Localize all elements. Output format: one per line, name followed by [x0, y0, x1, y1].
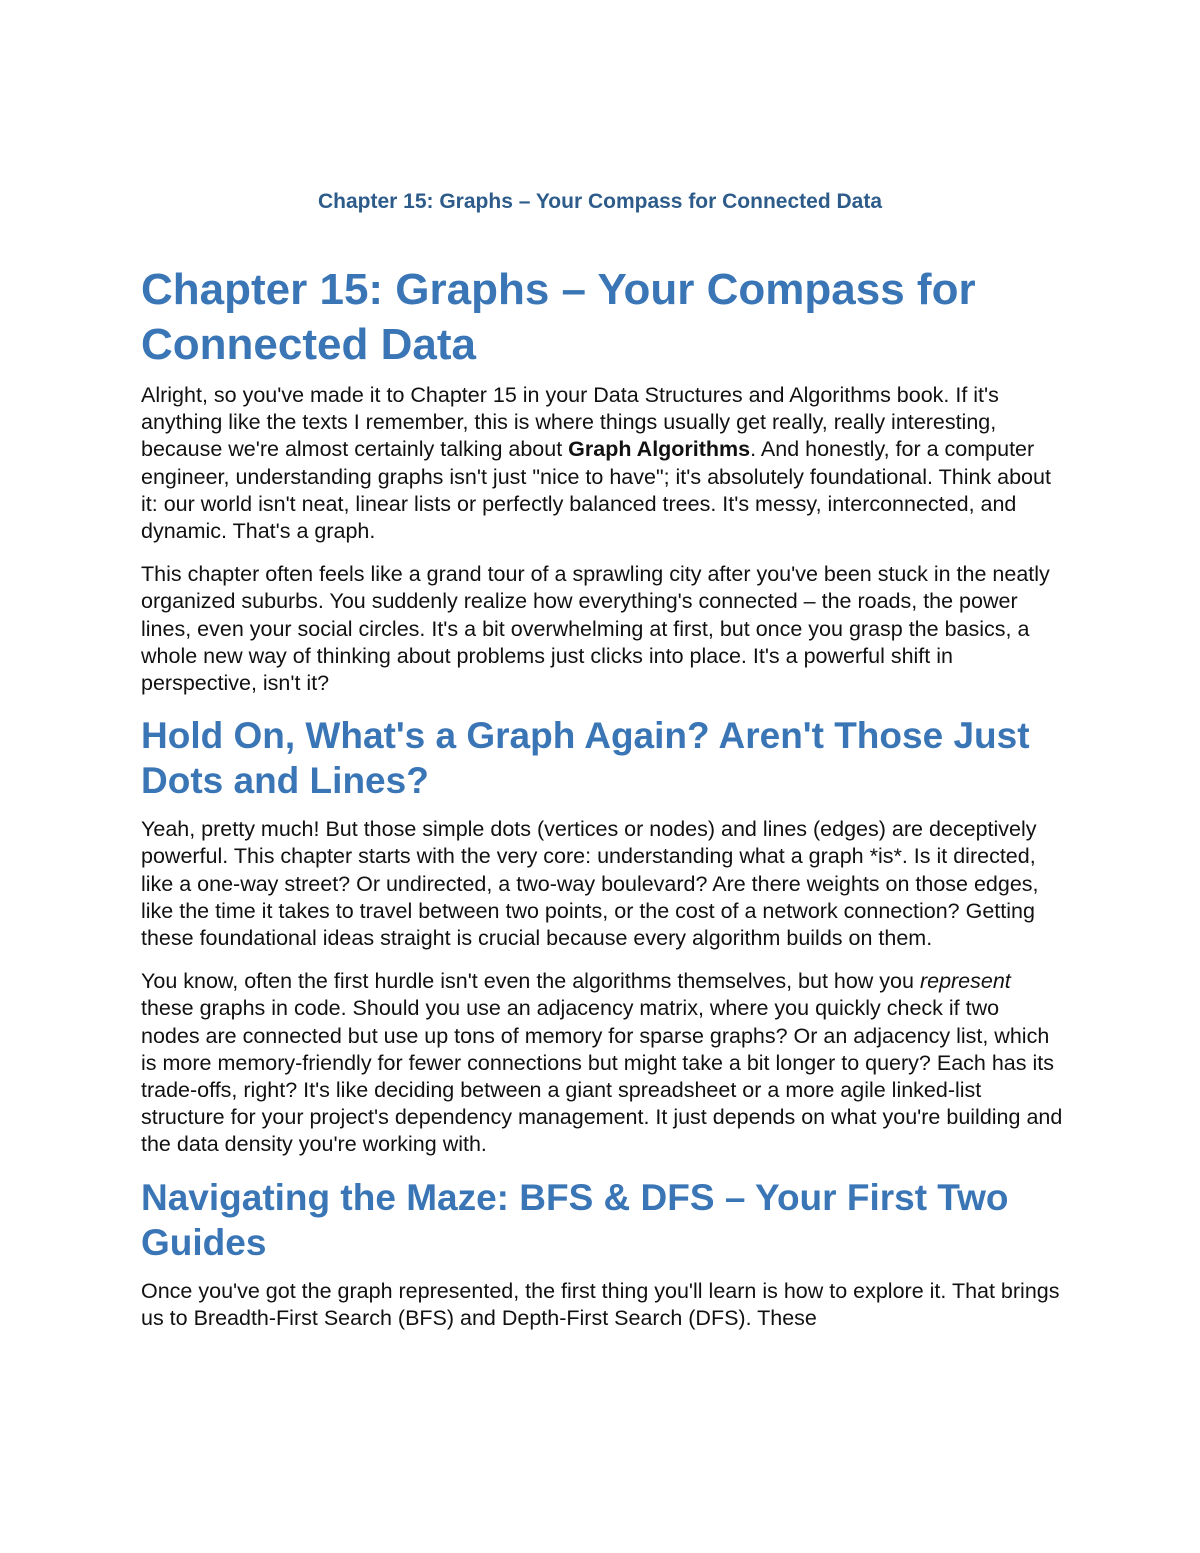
intro-paragraph-1	[141, 382, 1063, 545]
intro-p1-text-a: Alright, so you've made it to Chapter 15 in your Data Structures and Algorithms book. If it's anything like the texts I remember, this is where things usually get really, really interesting, because we're almost certainly talking about	[141, 383, 999, 462]
represent-italic: represent	[919, 969, 1011, 994]
section1-paragraph-2	[141, 968, 1063, 1158]
graph-algorithms-bold: Graph Algorithms	[568, 437, 751, 462]
section1-paragraph-1: Yeah, pretty much! But those simple dots (vertices or nodes) and lines (edges) are deceptively powerful. This chapter starts with the very core: understanding what a graph *is*. Is it directed, like a one-way street? Or undirected, a two-way boulevard? Are there weights on those edges, like the time it takes to travel between two points, or the cost of a network connection? Getting these foundational ideas straight is crucial because every algorithm builds on them.	[141, 817, 1039, 951]
section-heading-bfs-dfs: Navigating the Maze: BFS & DFS – Your First Two Guides	[141, 1176, 1009, 1263]
running-header: Chapter 15: Graphs – Your Compass for Connected Data	[317, 190, 883, 213]
section1-p2-text-b: these graphs in code. Should you use an adjacency matrix, where you quickly check if two nodes are connected but use up tons of memory for sparse graphs? Or an adjacency list, which is more memory-friendly for fewer connections but might take a bit longer to query? Each has its trade-offs, right? It's like deciding between a giant spreadsheet or a more agile linked-list structure for your project's dependency management. It just depends on what you're building and the data density you're working with.	[141, 996, 1063, 1157]
section-heading-what-is-graph: Hold On, What's a Graph Again? Aren't Those Just Dots and Lines?	[141, 715, 1030, 802]
section1-p2-text-a: You know, often the first hurdle isn't even the algorithms themselves, but how you	[141, 969, 920, 994]
document-body	[141, 262, 1063, 1348]
intro-paragraph-2: This chapter often feels like a grand tour of a sprawling city after you've been stuck in the neatly organized suburbs. You suddenly realize how everything's connected – the roads, the power lines, even your social circles. It's a bit overwhelming at first, but once you grasp the basics, a whole new way of thinking about problems just clicks into place. It's a powerful shift in perspective, isn't it?	[141, 562, 1050, 696]
section2-paragraph-1: Once you've got the graph represented, the first thing you'll learn is how to explore it. That brings us to Breadth-First Search (BFS) and Depth-First Search (DFS). These	[141, 1278, 1060, 1330]
intro-p1-text-b: . And honestly, for a computer engineer, understanding graphs isn't just "nice to have"; it's absolutely foundational. Think about it: our world isn't neat, linear lists or perfectly balanced trees. It's messy, interconnected, and dynamic. That's a graph.	[141, 437, 1051, 544]
chapter-title: Chapter 15: Graphs – Your Compass for Connected Data	[141, 265, 976, 369]
